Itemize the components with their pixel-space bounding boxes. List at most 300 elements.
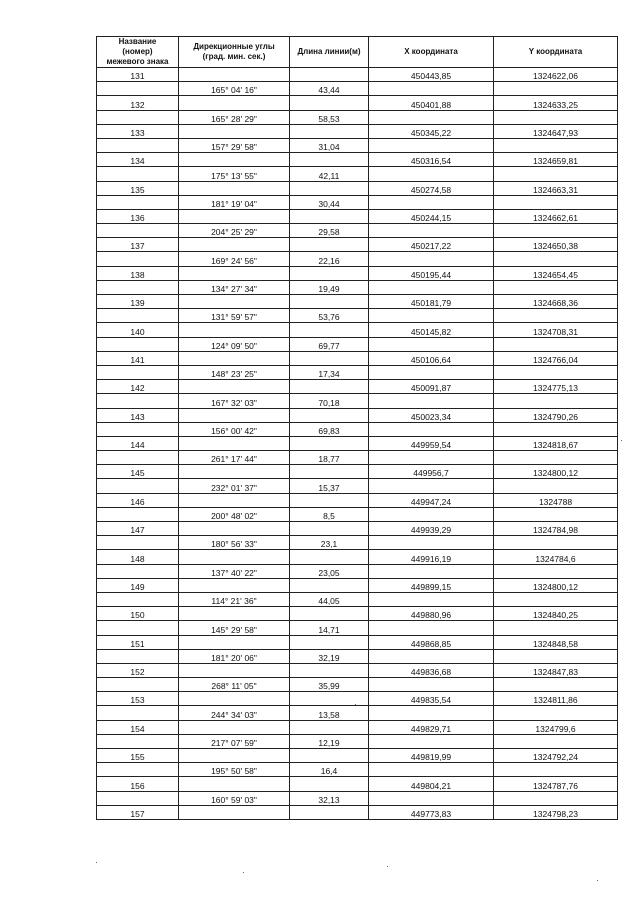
empty-cell <box>290 578 369 592</box>
x-coordinate: 449959,54 <box>369 436 494 450</box>
point-name: 151 <box>97 635 179 649</box>
empty-cell <box>97 309 179 323</box>
empty-cell <box>179 124 290 138</box>
empty-cell <box>290 692 369 706</box>
direction-angle: 180° 56' 33" <box>179 536 290 550</box>
x-coordinate: 450345,22 <box>369 124 494 138</box>
empty-cell <box>369 394 494 408</box>
empty-cell <box>97 252 179 266</box>
empty-cell <box>290 465 369 479</box>
segment-row <box>97 110 618 124</box>
empty-cell <box>179 465 290 479</box>
point-row <box>97 295 618 309</box>
y-coordinate: 1324784,98 <box>494 522 618 536</box>
empty-cell <box>179 578 290 592</box>
line-length: 17,34 <box>290 365 369 379</box>
x-coordinate: 450023,34 <box>369 408 494 422</box>
line-length: 69,83 <box>290 422 369 436</box>
empty-cell <box>290 323 369 337</box>
empty-cell <box>179 408 290 422</box>
empty-cell <box>494 337 618 351</box>
empty-cell <box>369 167 494 181</box>
empty-cell <box>97 791 179 805</box>
x-coordinate: 449939,29 <box>369 522 494 536</box>
empty-cell <box>97 167 179 181</box>
point-row <box>97 380 618 394</box>
point-name: 131 <box>97 68 179 82</box>
scan-speck <box>355 704 356 705</box>
empty-cell <box>179 380 290 394</box>
line-length: 43,44 <box>290 82 369 96</box>
point-row <box>97 720 618 734</box>
point-row <box>97 124 618 138</box>
segment-row <box>97 734 618 748</box>
point-name: 143 <box>97 408 179 422</box>
x-coordinate: 449956,7 <box>369 465 494 479</box>
x-coordinate: 449819,99 <box>369 749 494 763</box>
scan-speck <box>621 440 622 441</box>
y-coordinate: 1324840,25 <box>494 607 618 621</box>
empty-cell <box>369 734 494 748</box>
point-name: 135 <box>97 181 179 195</box>
empty-cell <box>494 564 618 578</box>
point-row <box>97 181 618 195</box>
segment-row <box>97 422 618 436</box>
point-name: 157 <box>97 805 179 819</box>
point-name: 144 <box>97 436 179 450</box>
empty-cell <box>494 678 618 692</box>
empty-cell <box>97 280 179 294</box>
y-coordinate: 1324775,13 <box>494 380 618 394</box>
x-coordinate: 450443,85 <box>369 68 494 82</box>
direction-angle: 232° 01' 37" <box>179 479 290 493</box>
empty-cell <box>369 280 494 294</box>
y-coordinate: 1324663,31 <box>494 181 618 195</box>
empty-cell <box>290 124 369 138</box>
empty-cell <box>369 224 494 238</box>
line-length: 13,58 <box>290 706 369 720</box>
empty-cell <box>97 649 179 663</box>
empty-cell <box>290 663 369 677</box>
y-coordinate: 1324708,31 <box>494 323 618 337</box>
point-row <box>97 465 618 479</box>
direction-angle: 181° 19' 04" <box>179 195 290 209</box>
line-length: 12,19 <box>290 734 369 748</box>
point-name: 145 <box>97 465 179 479</box>
empty-cell <box>369 451 494 465</box>
empty-cell <box>179 720 290 734</box>
segment-row <box>97 564 618 578</box>
segment-row <box>97 507 618 521</box>
scan-speck <box>96 862 97 863</box>
direction-angle: 124° 09' 50" <box>179 337 290 351</box>
segment-row <box>97 678 618 692</box>
direction-angle: 217° 07' 59" <box>179 734 290 748</box>
empty-cell <box>179 181 290 195</box>
line-length: 29,58 <box>290 224 369 238</box>
empty-cell <box>97 763 179 777</box>
empty-cell <box>179 550 290 564</box>
line-length: 35,99 <box>290 678 369 692</box>
line-length: 53,76 <box>290 309 369 323</box>
segment-row <box>97 536 618 550</box>
direction-angle: 167° 32' 03" <box>179 394 290 408</box>
point-row <box>97 153 618 167</box>
point-row <box>97 68 618 82</box>
empty-cell <box>369 507 494 521</box>
scan-speck <box>597 880 598 881</box>
point-row <box>97 323 618 337</box>
point-row <box>97 209 618 223</box>
empty-cell <box>179 663 290 677</box>
y-coordinate: 1324766,04 <box>494 351 618 365</box>
empty-cell <box>494 536 618 550</box>
empty-cell <box>179 635 290 649</box>
direction-angle: 169° 24' 56" <box>179 252 290 266</box>
direction-angle: 160° 59' 03" <box>179 791 290 805</box>
y-coordinate: 1324654,45 <box>494 266 618 280</box>
empty-cell <box>290 607 369 621</box>
point-row <box>97 692 618 706</box>
empty-cell <box>290 266 369 280</box>
empty-cell <box>369 309 494 323</box>
segment-row <box>97 167 618 181</box>
empty-cell <box>97 706 179 720</box>
x-coordinate: 449804,21 <box>369 777 494 791</box>
direction-angle: 165° 28' 29" <box>179 110 290 124</box>
point-name: 136 <box>97 209 179 223</box>
segment-row <box>97 337 618 351</box>
empty-cell <box>97 451 179 465</box>
line-length: 18,77 <box>290 451 369 465</box>
direction-angle: 157° 29' 58" <box>179 138 290 152</box>
line-length: 8,5 <box>290 507 369 521</box>
empty-cell <box>179 351 290 365</box>
empty-cell <box>179 749 290 763</box>
x-coordinate: 450106,64 <box>369 351 494 365</box>
empty-cell <box>179 153 290 167</box>
empty-cell <box>369 479 494 493</box>
direction-angle: 181° 20' 06" <box>179 649 290 663</box>
empty-cell <box>369 791 494 805</box>
empty-cell <box>290 805 369 819</box>
empty-cell <box>369 195 494 209</box>
empty-cell <box>97 479 179 493</box>
direction-angle: 268° 11' 05" <box>179 678 290 692</box>
point-row <box>97 493 618 507</box>
direction-angle: 156° 00' 42" <box>179 422 290 436</box>
empty-cell <box>369 536 494 550</box>
empty-cell <box>369 649 494 663</box>
empty-cell <box>290 436 369 450</box>
direction-angle: 244° 34' 03" <box>179 706 290 720</box>
direction-angle: 204° 25' 29" <box>179 224 290 238</box>
y-coordinate: 1324647,93 <box>494 124 618 138</box>
empty-cell <box>97 110 179 124</box>
table-body <box>97 68 618 820</box>
empty-cell <box>179 266 290 280</box>
empty-cell <box>369 592 494 606</box>
header-row <box>97 37 618 68</box>
x-coordinate: 449947,24 <box>369 493 494 507</box>
empty-cell <box>179 209 290 223</box>
empty-cell <box>494 309 618 323</box>
header-angle: Дирекционные углы (град. мин. сек.) <box>179 37 290 68</box>
point-name: 152 <box>97 663 179 677</box>
empty-cell <box>369 110 494 124</box>
point-name: 149 <box>97 578 179 592</box>
header-length: Длина линии(м) <box>290 37 369 68</box>
line-length: 31,04 <box>290 138 369 152</box>
point-row <box>97 351 618 365</box>
y-coordinate: 1324787,76 <box>494 777 618 791</box>
empty-cell <box>290 238 369 252</box>
point-name: 137 <box>97 238 179 252</box>
direction-angle: 145° 29' 58" <box>179 621 290 635</box>
direction-angle: 131° 59' 57" <box>179 309 290 323</box>
point-name: 134 <box>97 153 179 167</box>
empty-cell <box>369 365 494 379</box>
segment-row <box>97 394 618 408</box>
empty-cell <box>494 706 618 720</box>
empty-cell <box>290 181 369 195</box>
point-row <box>97 408 618 422</box>
empty-cell <box>494 280 618 294</box>
empty-cell <box>179 805 290 819</box>
point-name: 154 <box>97 720 179 734</box>
y-coordinate: 1324668,36 <box>494 295 618 309</box>
empty-cell <box>97 678 179 692</box>
point-row <box>97 578 618 592</box>
y-coordinate: 1324818,67 <box>494 436 618 450</box>
y-coordinate: 1324662,61 <box>494 209 618 223</box>
empty-cell <box>494 791 618 805</box>
empty-cell <box>494 763 618 777</box>
empty-cell <box>494 252 618 266</box>
segment-row <box>97 280 618 294</box>
x-coordinate: 449868,85 <box>369 635 494 649</box>
y-coordinate: 1324650,38 <box>494 238 618 252</box>
y-coordinate: 1324790,26 <box>494 408 618 422</box>
point-name: 155 <box>97 749 179 763</box>
line-length: 70,18 <box>290 394 369 408</box>
header-x: X координата <box>369 37 494 68</box>
point-row <box>97 436 618 450</box>
x-coordinate: 449835,54 <box>369 692 494 706</box>
x-coordinate: 449829,71 <box>369 720 494 734</box>
empty-cell <box>97 337 179 351</box>
empty-cell <box>290 209 369 223</box>
empty-cell <box>290 749 369 763</box>
point-name: 132 <box>97 96 179 110</box>
line-length: 15,37 <box>290 479 369 493</box>
empty-cell <box>97 564 179 578</box>
empty-cell <box>369 138 494 152</box>
segment-row <box>97 592 618 606</box>
empty-cell <box>369 422 494 436</box>
direction-angle: 165° 04' 16" <box>179 82 290 96</box>
direction-angle: 200° 48' 02" <box>179 507 290 521</box>
empty-cell <box>97 82 179 96</box>
point-row <box>97 522 618 536</box>
y-coordinate: 1324848,58 <box>494 635 618 649</box>
empty-cell <box>494 734 618 748</box>
empty-cell <box>179 68 290 82</box>
segment-row <box>97 479 618 493</box>
point-name: 133 <box>97 124 179 138</box>
y-coordinate: 1324811,86 <box>494 692 618 706</box>
direction-angle: 148° 23' 25" <box>179 365 290 379</box>
segment-row <box>97 365 618 379</box>
empty-cell <box>494 138 618 152</box>
empty-cell <box>369 678 494 692</box>
empty-cell <box>290 635 369 649</box>
empty-cell <box>290 153 369 167</box>
empty-cell <box>290 380 369 394</box>
empty-cell <box>179 777 290 791</box>
empty-cell <box>97 365 179 379</box>
empty-cell <box>369 621 494 635</box>
segment-row <box>97 451 618 465</box>
x-coordinate: 449836,68 <box>369 663 494 677</box>
point-name: 142 <box>97 380 179 394</box>
segment-row <box>97 763 618 777</box>
empty-cell <box>290 96 369 110</box>
direction-angle: 137° 40' 22" <box>179 564 290 578</box>
point-row <box>97 777 618 791</box>
empty-cell <box>494 592 618 606</box>
point-row <box>97 607 618 621</box>
y-coordinate: 1324788 <box>494 493 618 507</box>
empty-cell <box>290 777 369 791</box>
segment-row <box>97 82 618 96</box>
line-length: 42,11 <box>290 167 369 181</box>
point-row <box>97 635 618 649</box>
empty-cell <box>179 522 290 536</box>
point-name: 141 <box>97 351 179 365</box>
line-length: 30,44 <box>290 195 369 209</box>
empty-cell <box>369 706 494 720</box>
empty-cell <box>179 692 290 706</box>
direction-angle: 114° 21' 36" <box>179 592 290 606</box>
empty-cell <box>494 365 618 379</box>
segment-row <box>97 706 618 720</box>
point-name: 139 <box>97 295 179 309</box>
empty-cell <box>494 224 618 238</box>
x-coordinate: 449916,19 <box>369 550 494 564</box>
line-length: 19,49 <box>290 280 369 294</box>
point-name: 156 <box>97 777 179 791</box>
empty-cell <box>290 408 369 422</box>
empty-cell <box>290 351 369 365</box>
empty-cell <box>494 394 618 408</box>
line-length: 69,77 <box>290 337 369 351</box>
empty-cell <box>494 110 618 124</box>
x-coordinate: 450401,88 <box>369 96 494 110</box>
y-coordinate: 1324799,6 <box>494 720 618 734</box>
empty-cell <box>290 295 369 309</box>
direction-angle: 134° 27' 34" <box>179 280 290 294</box>
empty-cell <box>97 592 179 606</box>
empty-cell <box>369 82 494 96</box>
x-coordinate: 450316,54 <box>369 153 494 167</box>
line-length: 32,19 <box>290 649 369 663</box>
segment-row <box>97 309 618 323</box>
empty-cell <box>179 323 290 337</box>
empty-cell <box>97 734 179 748</box>
empty-cell <box>290 493 369 507</box>
segment-row <box>97 224 618 238</box>
empty-cell <box>97 195 179 209</box>
segment-row <box>97 621 618 635</box>
empty-cell <box>494 195 618 209</box>
empty-cell <box>179 295 290 309</box>
y-coordinate: 1324847,83 <box>494 663 618 677</box>
empty-cell <box>97 394 179 408</box>
x-coordinate: 449899,15 <box>369 578 494 592</box>
empty-cell <box>179 238 290 252</box>
point-row <box>97 96 618 110</box>
y-coordinate: 1324798,23 <box>494 805 618 819</box>
segment-row <box>97 252 618 266</box>
direction-angle: 261° 17' 44" <box>179 451 290 465</box>
point-name: 148 <box>97 550 179 564</box>
empty-cell <box>290 550 369 564</box>
empty-cell <box>179 493 290 507</box>
point-name: 138 <box>97 266 179 280</box>
x-coordinate: 450217,22 <box>369 238 494 252</box>
x-coordinate: 449880,96 <box>369 607 494 621</box>
x-coordinate: 450244,15 <box>369 209 494 223</box>
segment-row <box>97 649 618 663</box>
empty-cell <box>97 422 179 436</box>
empty-cell <box>494 422 618 436</box>
line-length: 23,1 <box>290 536 369 550</box>
line-length: 22,16 <box>290 252 369 266</box>
point-row <box>97 749 618 763</box>
header-name: Название (номер) межевого знака <box>97 37 179 68</box>
empty-cell <box>369 337 494 351</box>
empty-cell <box>290 720 369 734</box>
empty-cell <box>494 649 618 663</box>
x-coordinate: 450195,44 <box>369 266 494 280</box>
point-name: 146 <box>97 493 179 507</box>
x-coordinate: 449773,83 <box>369 805 494 819</box>
empty-cell <box>290 68 369 82</box>
y-coordinate: 1324800,12 <box>494 578 618 592</box>
line-length: 14,71 <box>290 621 369 635</box>
boundary-coordinates-table <box>96 36 618 820</box>
empty-cell <box>179 607 290 621</box>
empty-cell <box>494 82 618 96</box>
line-length: 16,4 <box>290 763 369 777</box>
empty-cell <box>494 451 618 465</box>
empty-cell <box>494 621 618 635</box>
direction-angle: 195° 50' 58" <box>179 763 290 777</box>
point-row <box>97 550 618 564</box>
x-coordinate: 450181,79 <box>369 295 494 309</box>
y-coordinate: 1324622,06 <box>494 68 618 82</box>
empty-cell <box>369 252 494 266</box>
empty-cell <box>369 564 494 578</box>
empty-cell <box>179 436 290 450</box>
point-row <box>97 238 618 252</box>
empty-cell <box>97 138 179 152</box>
point-name: 140 <box>97 323 179 337</box>
segment-row <box>97 195 618 209</box>
segment-row <box>97 138 618 152</box>
y-coordinate: 1324659,81 <box>494 153 618 167</box>
